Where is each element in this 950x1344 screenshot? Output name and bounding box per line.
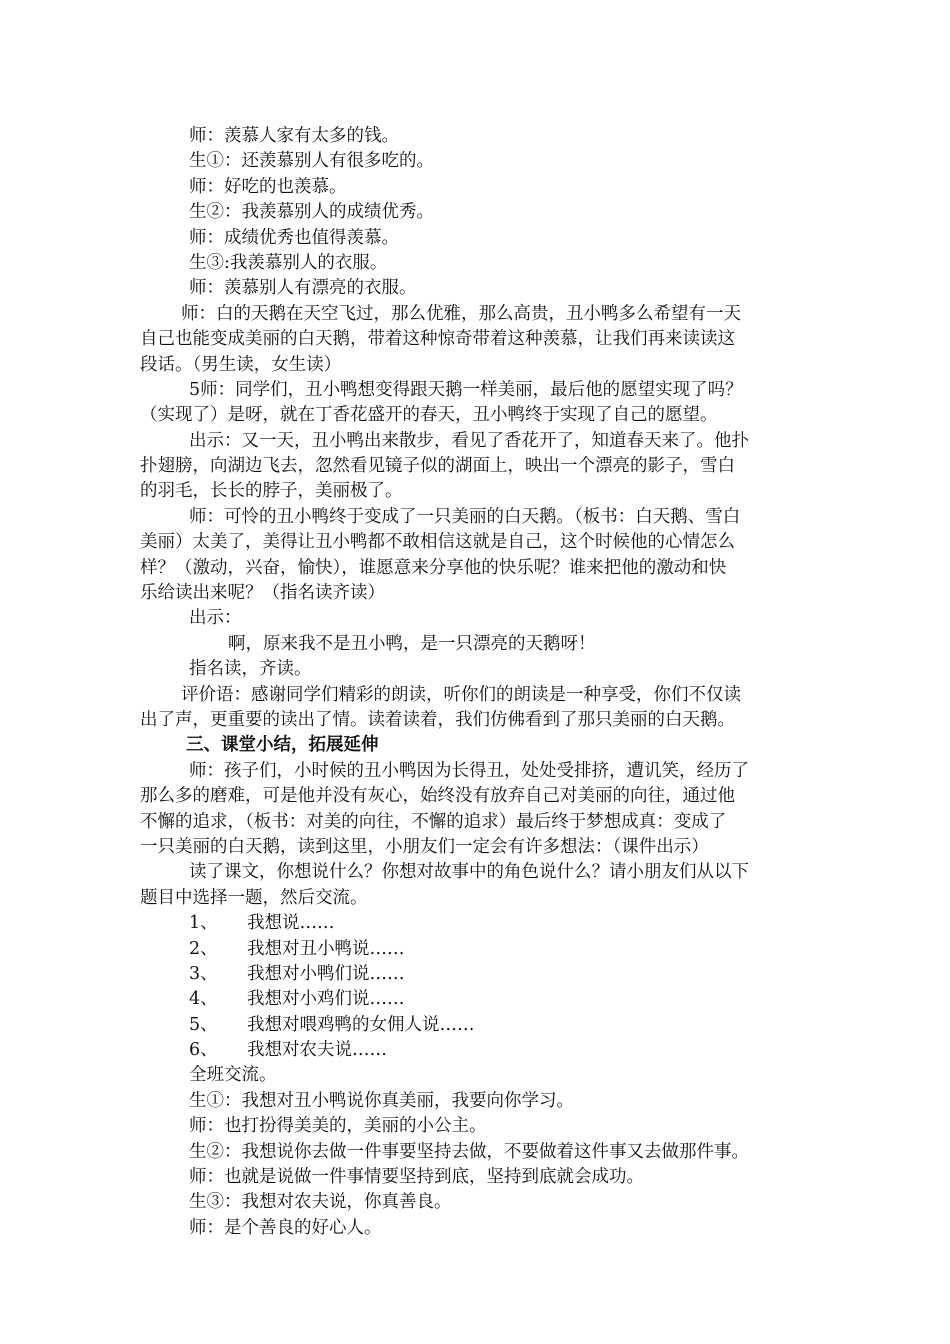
list-item-number: 5、	[189, 1014, 218, 1035]
paragraph-line: 美丽）太美了，美得让丑小鸭都不敢相信这就是自己，这个时候他的心情怎么	[140, 532, 735, 553]
paragraph-line: 自己也能变成美丽的白天鹅，带着这种惊奇带着这种羡慕，让我们再来读读这	[140, 329, 735, 350]
paragraph-line: 读了课文，你想说什么？你想对故事中的角色说什么？请小朋友们从以下	[189, 862, 749, 883]
paragraph-line: 评价语：感谢同学们精彩的朗读，听你们的朗读是一种享受，你们不仅读	[181, 684, 741, 705]
dialogue-line: 生③:我羡慕别人的衣服。	[189, 252, 388, 273]
paragraph-line: 样？（激动，兴奋，愉快），谁愿意来分享他的快乐呢？谁来把他的激动和快	[140, 557, 727, 578]
paragraph-line: 扑翅膀，向湖边飞去，忽然看见镜子似的湖面上，映出一个漂亮的影子，雪白	[140, 456, 735, 477]
list-item	[140, 987, 812, 1012]
dialogue-line: 师：好吃的也羡慕。	[189, 176, 347, 197]
paragraph-line: 指名读，齐读。	[189, 659, 312, 680]
paragraph-line: 不懈的追求，（板书：对美的向往，不懈的追求）最后终于梦想成真：变成了	[140, 811, 727, 832]
paragraph-line: 出示：	[189, 608, 242, 629]
list-item	[140, 911, 812, 936]
paragraph-line: 师：白的天鹅在天空飞过，那么优雅，那么高贵，丑小鸭多么希望有一天	[181, 303, 741, 324]
section-heading: 三、课堂小结，拓展延伸	[186, 735, 379, 756]
list-item-number: 6、	[189, 1040, 218, 1061]
list-item	[140, 937, 812, 962]
paragraph-line: 出了声，更重要的读出了情。读着读着，我们仿佛看到了那只美丽的白天鹅。	[140, 709, 735, 730]
document-body	[140, 124, 812, 1241]
paragraph-line: 5师：同学们，丑小鸭想变得跟天鹅一样美丽，最后他的愿望实现了吗？	[189, 379, 743, 400]
list-item-text: 我想对喂鸡鸭的女佣人说……	[247, 1014, 475, 1035]
list-item-text: 我想对小鸡们说……	[247, 989, 405, 1010]
paragraph-line: 乐给读出来呢？（指名读齐读）	[140, 583, 385, 604]
quoted-sentence: 啊，原来我不是丑小鸭，是一只漂亮的天鹅呀！	[228, 633, 596, 654]
list-item-text: 我想对农夫说……	[247, 1040, 387, 1061]
dialogue-line: 师：成绩优秀也值得羡慕。	[189, 227, 399, 248]
dialogue-line: 师：羡慕人家有太多的钱。	[189, 126, 399, 146]
list-item-number: 3、	[189, 963, 218, 984]
dialogue-line: 全班交流。	[189, 1065, 277, 1086]
list-item	[140, 1013, 812, 1038]
list-item-number: 2、	[189, 938, 218, 959]
dialogue-line: 师：也打扮得美美的，美丽的小公主。	[189, 1116, 487, 1137]
paragraph-line: 题目中选择一题，然后交流。	[140, 887, 368, 908]
dialogue-line: 生①：我想对丑小鸭说你真美丽，我要向你学习。	[189, 1090, 574, 1111]
paragraph-line: 师：孩子们，小时候的丑小鸭因为长得丑，处处受排挤，遭讥笑，经历了	[189, 760, 749, 781]
list-item-number: 4、	[189, 989, 218, 1010]
list-item	[140, 1038, 812, 1063]
list-item-text: 我想说……	[247, 913, 335, 934]
paragraph-line: 出示：又一天，丑小鸭出来散步，看见了香花开了，知道春天来了。他扑	[189, 430, 749, 451]
paragraph-line: 段话。（男生读，女生读）	[140, 354, 342, 375]
list-item-text: 我想对小鸭们说……	[247, 963, 405, 984]
paragraph-line: （实现了）是呀，就在丁香花盛开的春天，丑小鸭终于实现了自己的愿望。	[140, 405, 718, 426]
paragraph-line: 师：可怜的丑小鸭终于变成了一只美丽的白天鹅。（板书：白天鹅、雪白	[189, 506, 741, 527]
list-item	[140, 962, 812, 987]
dialogue-line: 生②：我想说你去做一件事要坚持去做，不要做着这件事又去做那件事。	[189, 1141, 749, 1162]
dialogue-line: 生②：我羡慕别人的成绩优秀。	[189, 202, 434, 223]
list-item-number: 1、	[189, 913, 218, 934]
dialogue-line: 师：也就是说做一件事情要坚持到底，坚持到底就会成功。	[189, 1167, 644, 1188]
dialogue-line: 生①：还羡慕别人有很多吃的。	[189, 151, 434, 172]
dialogue-line: 师：羡慕别人有漂亮的衣服。	[189, 278, 417, 299]
dialogue-line: 师：是个善良的好心人。	[189, 1217, 382, 1238]
dialogue-line: 生③：我想对农夫说，你真善良。	[189, 1192, 452, 1213]
list-item-text: 我想对丑小鸭说……	[247, 938, 405, 959]
paragraph-line: 那么多的磨难，可是他并没有灰心，始终没有放弃自己对美丽的向往，通过他	[140, 786, 735, 807]
paragraph-line: 的羽毛，长长的脖子，美丽极了。	[140, 481, 403, 502]
paragraph-line: 一只美丽的白天鹅，读到这里，小朋友们一定会有许多想法：（课件出示）	[140, 836, 709, 857]
